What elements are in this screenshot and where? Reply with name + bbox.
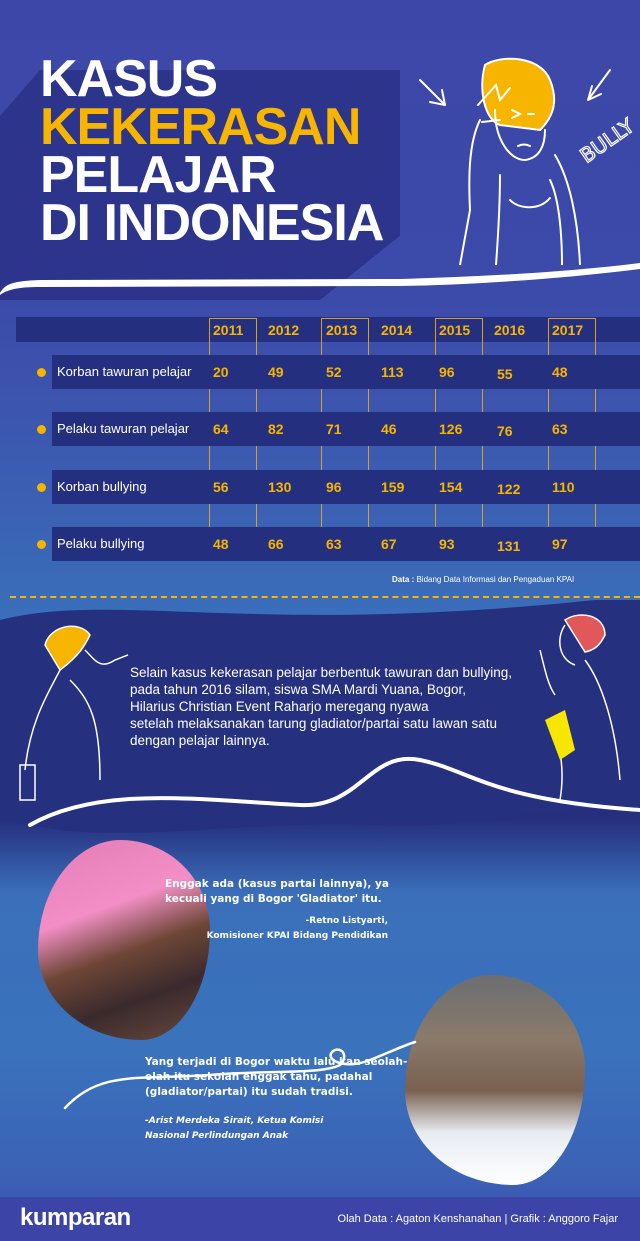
bullet-dot-icon (37, 483, 46, 492)
table-cell: 46 (381, 421, 397, 437)
table-cell: 66 (268, 536, 284, 552)
table-cell: 67 (381, 536, 397, 552)
story-paragraph (130, 664, 550, 749)
table-cell: 159 (381, 479, 405, 495)
bullet-dot-icon (37, 540, 46, 549)
year-header: 2013 (326, 322, 358, 338)
table-cell: 55 (497, 366, 513, 382)
footer-credits: Olah Data : Agaton Kenshanahan | Grafik : Anggoro Fajar (337, 1213, 618, 1225)
quote-attribution-retno (200, 914, 388, 944)
data-source (392, 575, 574, 584)
table-cell: 52 (326, 364, 342, 380)
table-cell: 49 (268, 364, 284, 380)
title-line-3: PELAJAR (40, 146, 276, 204)
table-cell: 131 (497, 538, 521, 554)
attribution-line: -Arist Merdeka Sirait, Ketua Komisi (145, 1116, 324, 1126)
table-cell: 56 (213, 479, 229, 495)
table-cell: 122 (497, 481, 521, 497)
year-header: 2014 (381, 322, 413, 338)
table-cell: 63 (326, 536, 342, 552)
quote-line: Yang terjadi di Bogor waktu lalu kan seolah- (145, 1056, 408, 1068)
photo-retno-listyarti (38, 840, 210, 1040)
quote-retno (165, 877, 395, 907)
page-title (40, 50, 384, 252)
row-label: Pelaku tawuran pelajar (57, 421, 190, 436)
title-line-1: KASUS (40, 50, 218, 108)
title-line-2: KEKERASAN (40, 98, 361, 156)
table-cell: 96 (326, 479, 342, 495)
photo-arist-merdeka-sirait (405, 975, 585, 1185)
story-line: setelah melaksanakan tarung gladiator/partai satu lawan satu (130, 716, 497, 731)
table-cell: 126 (439, 421, 463, 437)
bullet-dot-icon (37, 425, 46, 434)
kumparan-logo[interactable]: kumparan (20, 1204, 131, 1231)
table-cell: 64 (213, 421, 229, 437)
table-cell: 93 (439, 536, 455, 552)
dashed-divider (10, 596, 640, 598)
story-line: Selain kasus kekerasan pelajar berbentuk tawuran dan bullying, (130, 665, 512, 680)
table-cell: 48 (213, 536, 229, 552)
attribution-line: Nasional Perlindungan Anak (145, 1131, 289, 1141)
table-cell: 82 (268, 421, 284, 437)
table-cell: 71 (326, 421, 342, 437)
source-text: Bidang Data Informasi dan Pengaduan KPAI (416, 575, 575, 584)
table-cell: 20 (213, 364, 229, 380)
table-cell: 97 (552, 536, 568, 552)
quote-line: (gladiator/partai) itu sudah tradisi. (145, 1086, 353, 1098)
story-line: pada tahun 2016 silam, siswa SMA Mardi Yuana, Bogor, (130, 682, 466, 697)
quote-arist (145, 1055, 425, 1100)
table-cell: 63 (552, 421, 568, 437)
table-cell: 96 (439, 364, 455, 380)
story-line: Hilarius Christian Event Raharjo meregang nyawa (130, 699, 429, 714)
row-label: Korban bullying (57, 479, 147, 494)
stressed-student-illustration (400, 50, 640, 265)
attribution-line: -Retno Listyarti, (305, 916, 388, 926)
quote-line: kecuali yang di Bogor 'Gladiator' itu. (165, 893, 382, 905)
attribution-line: Komisioner KPAI Bidang Pendidikan (206, 931, 388, 941)
quote-attribution-arist (145, 1114, 375, 1144)
year-header: 2012 (268, 322, 300, 338)
table-cell: 48 (552, 364, 568, 380)
table-cell: 76 (497, 423, 513, 439)
year-header: 2016 (494, 322, 526, 338)
table-cell: 154 (439, 479, 463, 495)
row-label: Korban tawuran pelajar (57, 364, 192, 379)
year-header: 2011 (213, 322, 244, 338)
wave-divider (0, 255, 640, 295)
table-cell: 130 (268, 479, 292, 495)
story-line: dengan pelajar lainnya. (130, 733, 270, 748)
table-cell: 110 (552, 479, 575, 495)
quote-line: olah itu sekolah enggak tahu, padahal (145, 1071, 373, 1083)
source-label: Data : (392, 575, 415, 584)
year-header: 2015 (439, 322, 471, 338)
svg-text:BULLY: BULLY (575, 113, 639, 168)
year-header: 2017 (552, 322, 584, 338)
title-line-4: DI INDONESIA (40, 194, 384, 252)
table-cell: 113 (381, 364, 404, 380)
bullet-dot-icon (37, 368, 46, 377)
quote-line: Enggak ada (kasus partai lainnya), ya (165, 878, 389, 890)
row-label: Pelaku bullying (57, 536, 145, 551)
